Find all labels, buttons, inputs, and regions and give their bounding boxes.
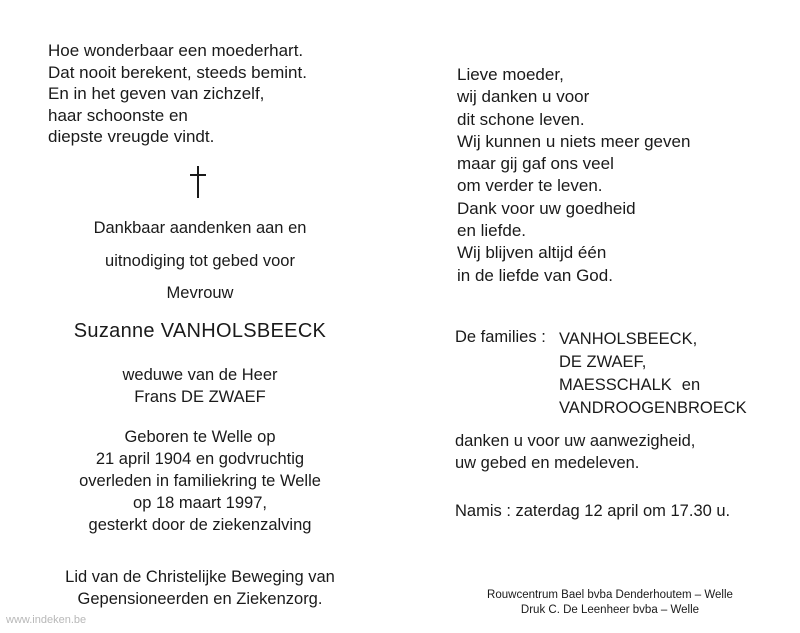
widow-line: Frans DE ZWAEF (134, 388, 266, 406)
life-line: overleden in familiekring te Welle (79, 472, 321, 490)
poem-line: dit schone leven. (457, 109, 585, 129)
conjunction: en (681, 376, 701, 394)
families-label: De families : (455, 328, 546, 346)
family-name: MAESSCHALK (559, 376, 672, 394)
poem-line: maar gij gaf ons veel (457, 154, 614, 174)
dedication (40, 212, 360, 278)
poem-line: En in het geven van zichzelf, (48, 84, 265, 103)
family-names (559, 328, 747, 420)
left-poem (48, 40, 307, 148)
thanks-text (455, 430, 695, 474)
family-name: VANHOLSBEECK, (559, 330, 698, 348)
printer-line: Rouwcentrum Bael bvba Denderhoutem – Welle (487, 589, 733, 601)
printer-line: Druk C. De Leenheer bvba – Welle (520, 603, 700, 616)
life-details (40, 426, 360, 536)
life-line: 21 april 1904 en godvruchtig (95, 450, 305, 468)
namis-line: Namis : zaterdag 12 april om 17.30 u. (455, 502, 731, 520)
poem-line: diepste vreugde vindt. (48, 127, 215, 146)
right-poem (457, 64, 690, 287)
poem-line: in de liefde van God. (457, 265, 613, 285)
life-line: gesterkt door de ziekenzalving (88, 516, 312, 534)
poem-line: en liefde. (457, 221, 526, 241)
membership-line: Gepensioneerden en Ziekenzorg. (77, 590, 323, 608)
cross-icon (190, 166, 206, 198)
poem-line: Hoe wonderbaar een moederhart. (48, 41, 304, 60)
dedication-line: Dankbaar aandenken aan en (93, 219, 307, 237)
life-line: Geboren te Welle op (124, 428, 276, 446)
poem-line: Dat nooit berekent, steeds bemint. (48, 62, 307, 82)
dedication-line: uitnodiging tot gebed voor (105, 252, 295, 270)
membership-line: Lid van de Christelijke Beweging van (65, 568, 335, 586)
life-line: op 18 maart 1997, (133, 494, 267, 512)
poem-line: Wij kunnen u niets meer geven (457, 131, 691, 151)
printer-credits (440, 588, 780, 617)
honorific: Mevrouw (166, 284, 234, 302)
thanks-line: uw gebed en medeleven. (455, 454, 640, 472)
widow-info (40, 364, 360, 408)
poem-line: om verder te leven. (457, 176, 603, 196)
family-name: VANDROOGENBROECK (559, 399, 747, 417)
poem-line: Lieve moeder, (457, 65, 564, 84)
widow-line: weduwe van de Heer (122, 366, 278, 384)
thanks-line: danken u voor uw aanwezigheid, (455, 432, 696, 450)
family-name: DE ZWAEF, (559, 353, 647, 371)
watermark: www.indeken.be (6, 614, 87, 626)
poem-line: wij danken u voor (457, 87, 590, 107)
deceased-name: Suzanne VANHOLSBEECK (73, 320, 327, 342)
membership (40, 566, 360, 610)
poem-line: haar schoonste en (48, 105, 188, 125)
poem-line: Wij blijven altijd één (457, 243, 607, 263)
poem-line: Dank voor uw goedheid (457, 198, 636, 218)
